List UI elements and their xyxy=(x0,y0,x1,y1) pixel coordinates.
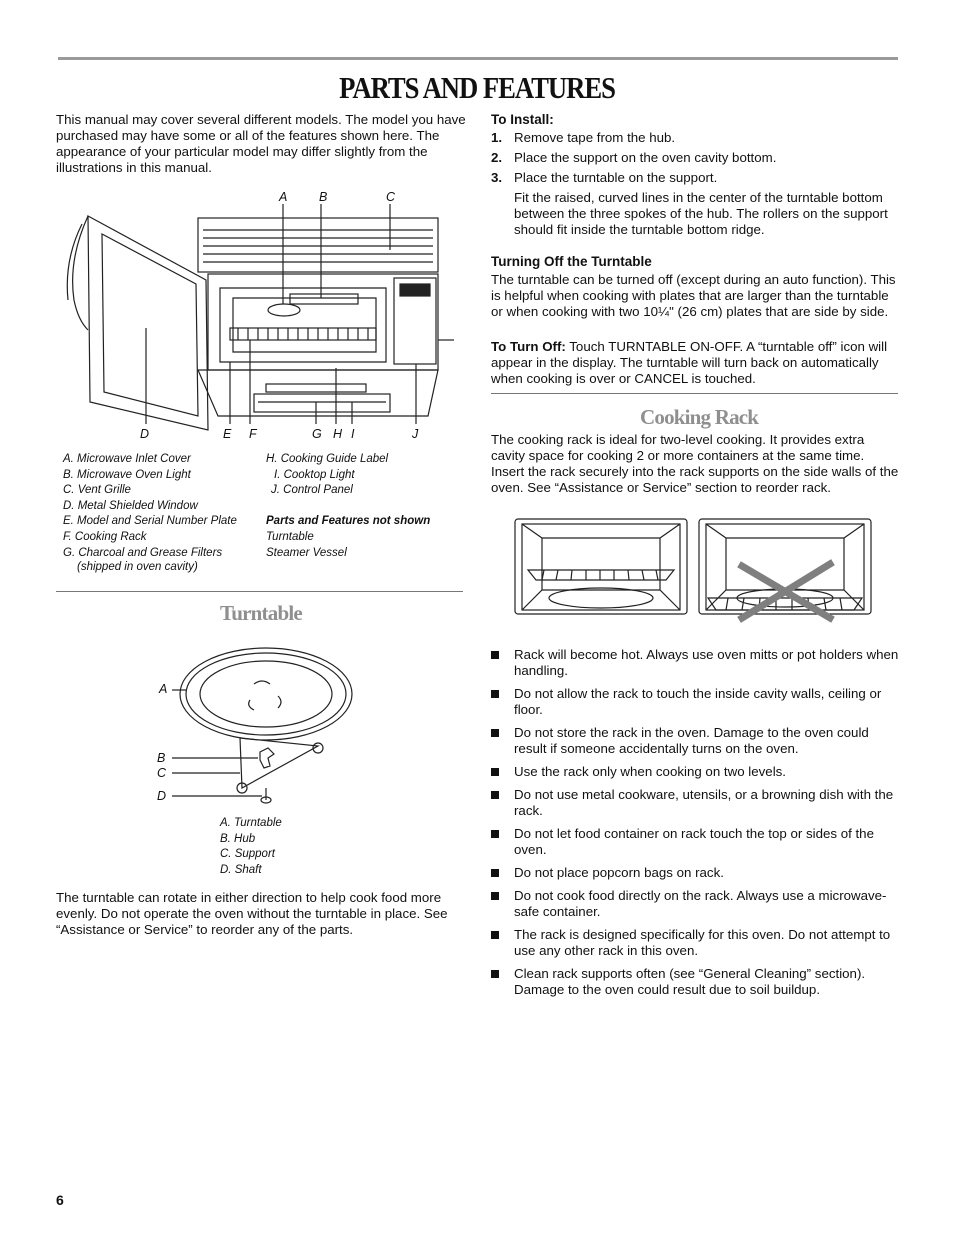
turntable-diagram xyxy=(150,638,380,814)
turntable-label-b: B xyxy=(157,751,166,765)
install-heading: To Install: xyxy=(491,112,554,127)
install-step: 2. Place the support on the oven cavity bottom. xyxy=(491,150,777,165)
legend-item: J. Control Panel xyxy=(271,484,353,497)
legend-item: D. Metal Shielded Window xyxy=(63,499,198,512)
legend-item: D. Shaft xyxy=(220,863,262,876)
not-shown-item: Turntable xyxy=(266,530,314,543)
list-item: Do not cook food directly on the rack. Always use a microwave-safe container. xyxy=(491,888,901,920)
list-item: Do not let food container on rack touch the top or sides of the oven. xyxy=(491,826,901,858)
turntable-paragraph: The turntable can rotate in either direction to help cook food more evenly. Do not operate the oven without the turntable in place. See “Assistance or Service” to reorder any of the parts. xyxy=(56,890,448,937)
list-item: Do not place popcorn bags on rack. xyxy=(491,865,901,881)
not-shown-title: Parts and Features not shown xyxy=(266,515,431,528)
label-b: B xyxy=(319,190,328,204)
parts-legend-right xyxy=(266,452,430,561)
turntable-label-c: C xyxy=(157,766,167,780)
legend-item: A. Microwave Inlet Cover xyxy=(63,453,191,465)
cooking-rack-title: Cooking Rack xyxy=(640,405,759,429)
section-divider xyxy=(491,393,898,394)
label-i: I xyxy=(351,427,355,441)
legend-item: B. Hub xyxy=(220,832,256,845)
bullet-square-icon xyxy=(491,869,499,877)
parts-legend-left xyxy=(63,452,237,573)
list-item: Clean rack supports often (see “General Cleaning” section). Damage to the oven could result due to soil buildup. xyxy=(491,966,901,998)
bullet-square-icon xyxy=(491,892,499,900)
cooking-rack-paragraph: The cooking rack is ideal for two-level cooking. It provides extra cavity space for cooking 2 or more containers at the same time. Insert the rack securely into the rack supports on the side walls of the oven. See “Assistance or Service” section to reorder rack. xyxy=(491,432,899,495)
install-step: 1. Remove tape from the hub. xyxy=(491,130,676,145)
legend-item: G. Charcoal and Grease Filters xyxy=(63,546,223,559)
list-item: Do not use metal cookware, utensils, or a browning dish with the rack. xyxy=(491,787,901,819)
legend-item: B. Microwave Oven Light xyxy=(63,468,191,481)
intro-paragraph: This manual may cover several different models. The model you have purchased may have some or all of the features shown here. The appearance of your particular model may differ slightly from the illustrations in this manual. xyxy=(56,112,466,175)
label-d: D xyxy=(140,427,150,441)
bullet-square-icon xyxy=(491,768,499,776)
legend-item: (shipped in oven cavity) xyxy=(77,561,198,574)
legend-item: C. Vent Grille xyxy=(63,484,131,497)
label-c: C xyxy=(386,190,396,204)
microwave-diagram xyxy=(58,180,468,450)
bullet-square-icon xyxy=(491,970,499,978)
page-title: PARTS AND FEATURES xyxy=(339,70,615,105)
list-item: Use the rack only when cooking on two levels. xyxy=(491,764,901,780)
label-a: A xyxy=(279,190,288,204)
turntable-label-d: D xyxy=(157,789,167,803)
bullet-square-icon xyxy=(491,791,499,799)
to-turn-off-label: To Turn Off: xyxy=(491,339,566,354)
turntable-legend xyxy=(220,816,282,878)
install-note: Fit the raised, curved lines in the center of the turntable bottom between the three spokes of the hub. The rollers on the support should fit inside the turntable bottom ridge. xyxy=(514,190,888,237)
list-item: Do not allow the rack to touch the inside cavity walls, ceiling or floor. xyxy=(491,686,901,718)
label-f: F xyxy=(249,427,257,441)
turning-off-paragraph: The turntable can be turned off (except during an auto function). This is helpful when cooking with plates that are larger than the turntable or when cooking with two 10¼" (26 cm) plates that are side by side. xyxy=(491,272,896,319)
legend-item: H. Cooking Guide Label xyxy=(266,453,389,465)
section-divider xyxy=(56,591,463,592)
turntable-title: Turntable xyxy=(220,601,302,625)
label-e: E xyxy=(223,427,232,441)
legend-item: I. Cooktop Light xyxy=(274,468,355,481)
bullet-square-icon xyxy=(491,830,499,838)
legend-item: F. Cooking Rack xyxy=(63,530,147,543)
legend-item: A. Turntable xyxy=(220,817,282,829)
label-g: G xyxy=(312,427,322,441)
top-rule xyxy=(58,57,898,60)
turning-off-heading: Turning Off the Turntable xyxy=(491,254,652,269)
not-shown-item: Steamer Vessel xyxy=(266,546,347,559)
to-turn-off-paragraph: To Turn Off: Touch TURNTABLE ON-OFF. A “turntable off” icon will appear in the display. The turntable will turn back on automatically when cooking is over or CANCEL is touched. xyxy=(491,339,888,386)
bullet-square-icon xyxy=(491,690,499,698)
list-item: Rack will become hot. Always use oven mitts or pot holders when handling. xyxy=(491,647,901,679)
rack-correct-illustration xyxy=(514,518,688,615)
list-item: The rack is designed specifically for this oven. Do not attempt to use any other rack in this oven. xyxy=(491,927,901,959)
rack-incorrect-illustration xyxy=(698,518,872,623)
bullet-square-icon xyxy=(491,931,499,939)
page-number: 6 xyxy=(56,1192,64,1208)
legend-item: E. Model and Serial Number Plate xyxy=(63,515,237,528)
turntable-label-a: A xyxy=(159,682,168,696)
list-item: Do not store the rack in the oven. Damage to the oven could result if someone accidentally turns on the oven. xyxy=(491,725,901,757)
label-j: J xyxy=(412,427,419,441)
legend-item: C. Support xyxy=(220,848,275,861)
install-step: 3. Place the turntable on the support. xyxy=(491,170,718,185)
label-h: H xyxy=(333,427,343,441)
install-steps xyxy=(491,130,901,242)
bullet-square-icon xyxy=(491,729,499,737)
bullet-square-icon xyxy=(491,651,499,659)
cooking-rack-bullets xyxy=(491,647,901,1005)
